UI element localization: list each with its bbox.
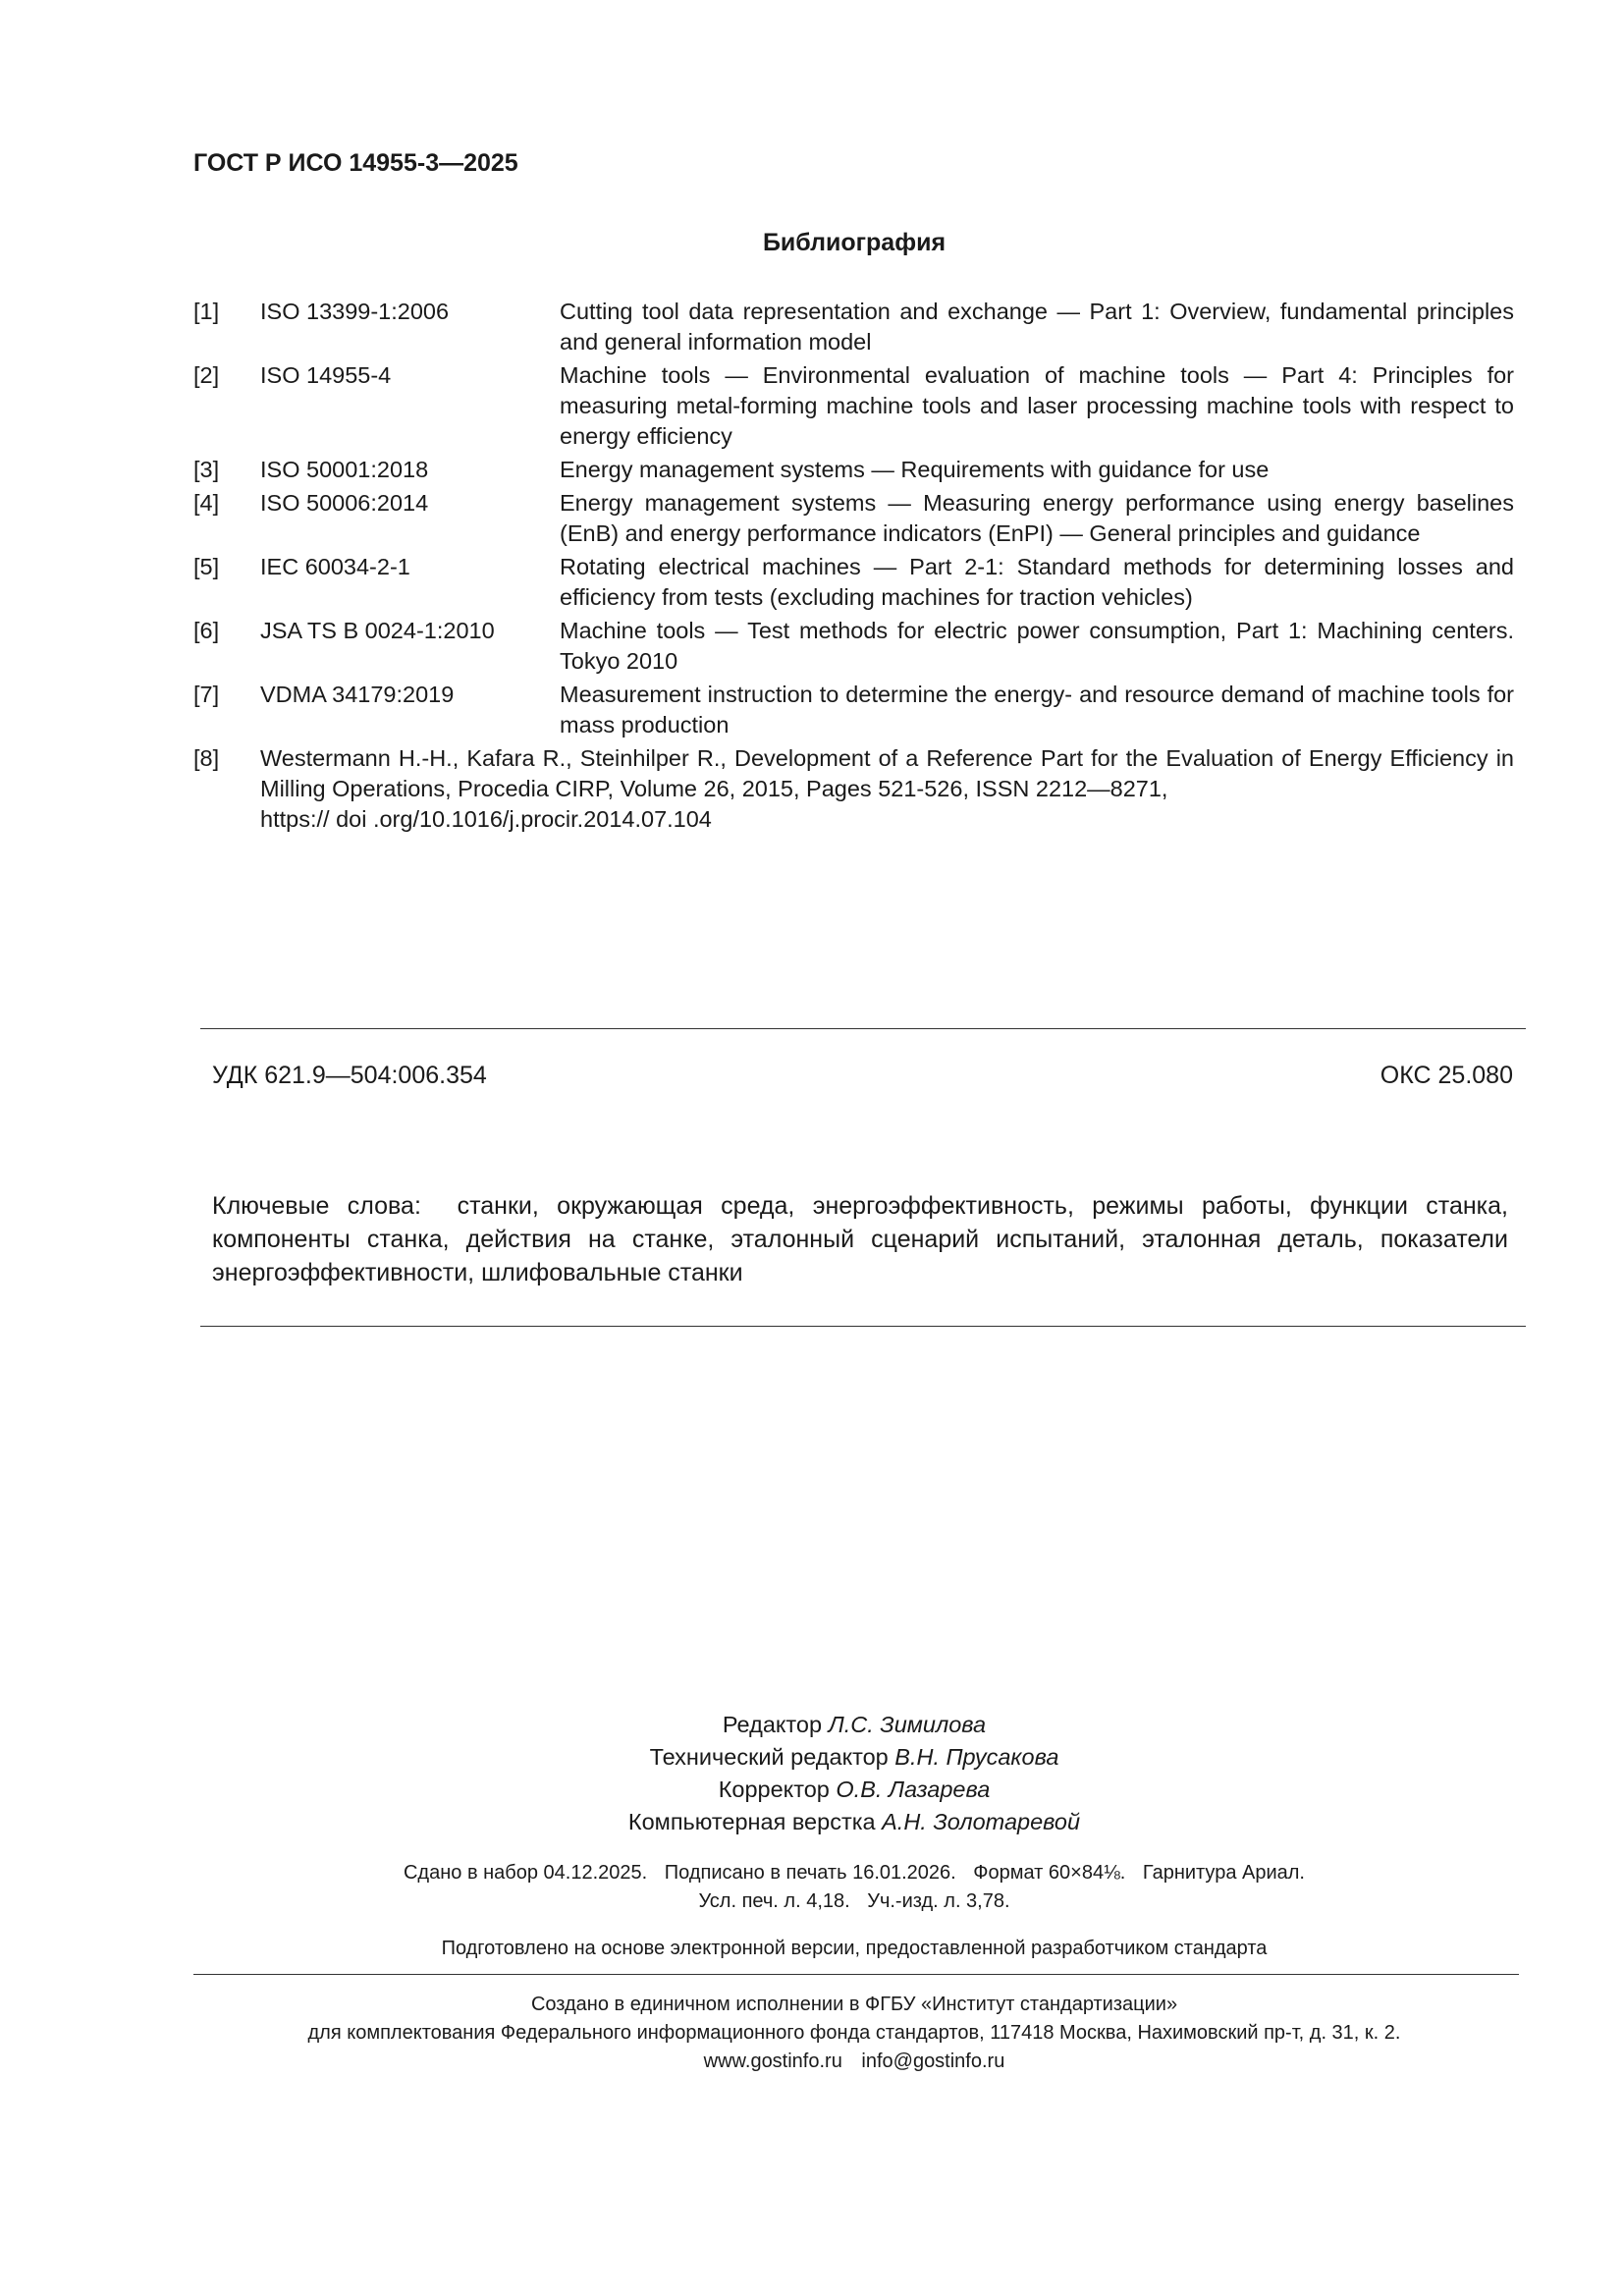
prepared-note: Подготовлено на основе электронной версии, предоставленной разработчиком стандарта	[441, 1938, 1268, 1959]
imprint-submitted: Сдано в набор 04.12.2025.	[403, 1862, 648, 1884]
credits-block	[0, 1709, 1623, 1838]
entry-citation: Westermann H.-H., Kafara R., Steinhilper R., Development of a Reference Part for the Evaluation of Energy Efficiency in Milling Operations, Procedia CIRP, Volume 26, 2015, Pages 521-526, ISSN 2212—8271,	[260, 745, 1514, 801]
imprint-signed: Подписано в печать 16.01.2026.	[664, 1862, 956, 1884]
entry-code: ISO 50001:2018	[260, 457, 429, 482]
credit-name: Л.С. Зимилова	[828, 1712, 987, 1737]
entry-number: [5]	[193, 554, 220, 579]
entry-code: IEC 60034-2-1	[260, 554, 410, 579]
publisher-block	[0, 1991, 1623, 2076]
imprint-print-sheets: Усл. печ. л. 4,18.	[698, 1890, 850, 1912]
credit-role: Корректор	[718, 1777, 830, 1802]
bibliography-entry	[193, 680, 1514, 740]
publisher-line-1: Создано в единичном исполнении в ФГБУ «Институт стандартизации»	[530, 1994, 1178, 2015]
credit-line	[0, 1774, 1623, 1806]
bibliography-entry	[193, 743, 1514, 835]
imprint-font: Гарнитура Ариал.	[1142, 1862, 1305, 1884]
credit-line	[0, 1709, 1623, 1741]
divider-bottom	[200, 1326, 1526, 1327]
entry-number: [1]	[193, 299, 220, 324]
imprint-line-2	[0, 1887, 1623, 1916]
entry-text: Energy management systems — Requirements with guidance for use	[560, 457, 1270, 482]
entry-code: VDMA 34179:2019	[260, 682, 455, 707]
entry-code: ISO 14955-4	[260, 362, 392, 388]
bibliography-entry	[193, 297, 1514, 357]
entry-text: Machine tools — Environmental evaluation of machine tools — Part 4: Principles for measuring metal-forming machine tools and laser processing machine tools with respect to energy efficiency	[560, 362, 1514, 449]
credit-line	[0, 1741, 1623, 1774]
entry-text: Cutting tool data representation and exchange — Part 1: Overview, fundamental principles and general information model	[560, 299, 1514, 355]
publisher-website-link[interactable]: www.gostinfo.ru	[703, 2050, 842, 2072]
keywords-block	[212, 1189, 1508, 1289]
entry-text: Measurement instruction to determine the energy- and resource demand of machine tools for mass production	[560, 682, 1514, 738]
entry-text: Machine tools — Test methods for electric power consumption, Part 1: Machining centers. Tokyo 2010	[560, 618, 1514, 674]
publisher-email-link[interactable]: info@gostinfo.ru	[861, 2050, 1005, 2072]
entry-number: [7]	[193, 682, 220, 707]
imprint-line-1	[0, 1859, 1623, 1887]
entry-number: [8]	[193, 745, 220, 771]
oks-code: ОКС 25.080	[1380, 1062, 1513, 1089]
credit-name: О.В. Лазарева	[836, 1777, 991, 1802]
entry-code: JSA TS B 0024-1:2010	[260, 618, 495, 643]
entry-number: [2]	[193, 362, 220, 388]
bibliography-entry	[193, 360, 1514, 452]
credit-role: Технический редактор	[649, 1744, 889, 1770]
entry-number: [6]	[193, 618, 220, 643]
entry-text: Rotating electrical machines — Part 2-1: Standard methods for determining losses and efficiency from tests (excluding machines for traction vehicles)	[560, 554, 1514, 610]
bibliography-entry	[193, 455, 1514, 485]
imprint-publ-sheets: Уч.-изд. л. 3,78.	[867, 1890, 1010, 1912]
udk-code: УДК 621.9—504:006.354	[212, 1062, 487, 1089]
publisher-contacts	[0, 2048, 1623, 2076]
entry-code: ISO 50006:2014	[260, 490, 429, 516]
entry-number: [3]	[193, 457, 220, 482]
bibliography-list	[193, 297, 1514, 838]
credit-line	[0, 1806, 1623, 1838]
imprint-block	[0, 1859, 1623, 1916]
bibliography-entry	[193, 616, 1514, 677]
entry-doi-link[interactable]: https:// doi .org/10.1016/j.procir.2014.07.104	[260, 806, 712, 832]
keywords-text: станки, окружающая среда, энергоэффективность, режимы работы, функции станка, компоненты станка, действия на станке, эталонный сценарий испытаний, эталонная деталь, показатели энергоэффективности, шлифовальные станки	[212, 1192, 1508, 1286]
imprint-format: Формат 60×84⅛.	[973, 1862, 1126, 1884]
keywords-label: Ключевые слова:	[212, 1192, 421, 1220]
entry-text	[260, 743, 1514, 835]
publisher-line-2: для комплектования Федерального информационного фонда стандартов, 117418 Москва, Нахимовский пр-т, д. 31, к. 2.	[307, 2022, 1401, 2044]
entry-number: [4]	[193, 490, 220, 516]
divider-top	[200, 1028, 1526, 1029]
credit-role: Редактор	[722, 1712, 823, 1737]
bibliography-entry	[193, 488, 1514, 549]
credit-name: А.Н. Золотаревой	[882, 1809, 1081, 1834]
divider-publisher	[193, 1974, 1519, 1975]
credit-name: В.Н. Прусакова	[894, 1744, 1059, 1770]
bibliography-title: Библиография	[762, 229, 947, 256]
entry-text: Energy management systems — Measuring energy performance using energy baselines (EnB) and energy performance indicators (EnPI) — General principles and guidance	[560, 490, 1514, 546]
entry-code: ISO 13399-1:2006	[260, 299, 450, 324]
bibliography-entry	[193, 552, 1514, 613]
document-code: ГОСТ Р ИСО 14955-3—2025	[193, 149, 518, 177]
credit-role: Компьютерная верстка	[627, 1809, 876, 1834]
